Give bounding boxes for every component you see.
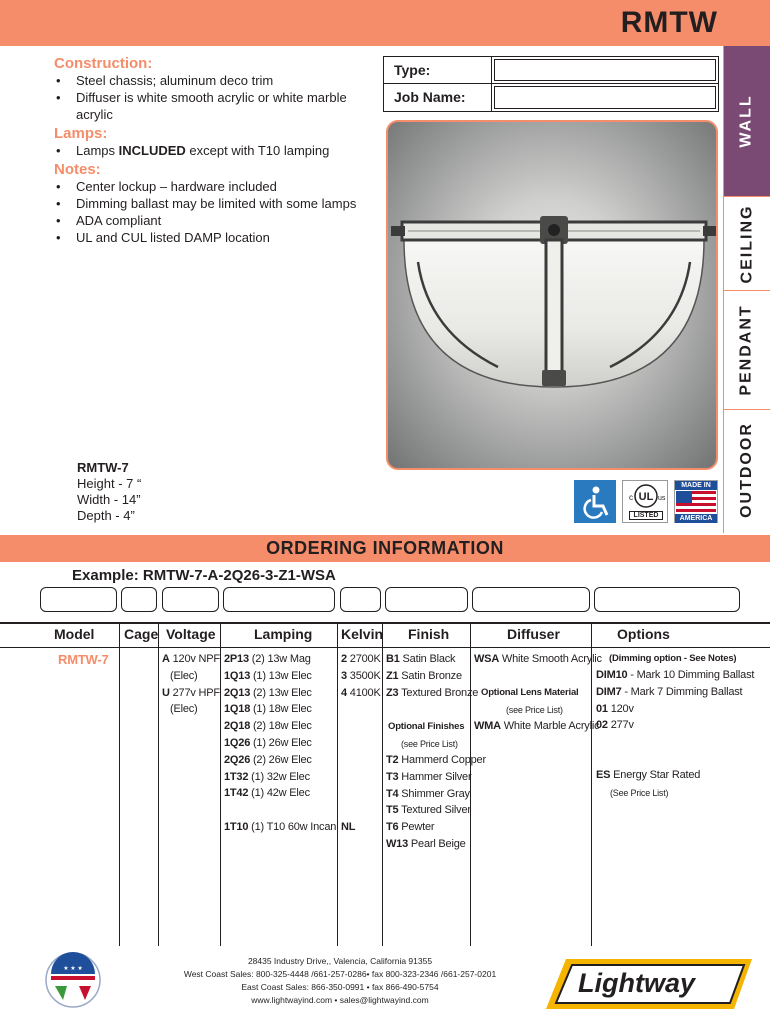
column-divider (158, 622, 159, 946)
lamping-desc: (1) 42w Elec (248, 787, 310, 800)
table-row (224, 718, 336, 735)
finish-optional-list (386, 752, 486, 853)
table-row (162, 685, 220, 702)
type-label: Type: (384, 57, 492, 83)
order-box-lamping[interactable] (223, 587, 335, 612)
table-row (224, 668, 336, 685)
voltage-desc: 120v NPF (169, 653, 220, 665)
lamping-desc: (2) 18w Elec (250, 720, 312, 733)
lamping-code: 2Q13 (224, 686, 251, 699)
order-box-kelvin[interactable] (340, 587, 381, 612)
dimension-depth: Depth - 4” (77, 508, 135, 523)
lamps-text-suffix: except with T10 lamping (185, 143, 330, 158)
tab-outdoor-label: OUTDOOR (738, 422, 755, 518)
kelvin-nl: NL (341, 821, 356, 833)
svg-text:us: us (658, 495, 666, 502)
order-box-cage[interactable] (121, 587, 157, 612)
finish-desc: Pewter (398, 821, 435, 834)
finish-desc: Textured Silver (398, 804, 471, 817)
dimension-height: Height - 7 “ (77, 476, 142, 491)
table-row (596, 717, 754, 734)
us-flag-icon (676, 491, 716, 513)
finish-desc: Satin Bronze (398, 669, 462, 682)
page-title: RMTW (620, 6, 718, 39)
made-in-america-icon (674, 480, 718, 523)
table-row (341, 651, 381, 668)
lamping-desc: (1) 18w Elec (250, 703, 312, 716)
lamps-list (54, 142, 374, 159)
finish-code: T6 (386, 821, 399, 834)
option-desc: 277v (607, 719, 634, 732)
column-header-voltage: Voltage (166, 626, 216, 642)
ordering-example: Example: RMTW-7-A-2Q26-3-Z1-WSA (72, 567, 336, 584)
table-row (386, 786, 486, 803)
dimensions (77, 460, 141, 524)
finish-code: T3 (386, 770, 399, 783)
lamping-code: 1Q18 (224, 703, 251, 716)
svg-text:UL: UL (638, 491, 654, 503)
column-divider (382, 622, 383, 946)
lamping-code: 2Q26 (224, 753, 251, 766)
table-row (162, 701, 220, 718)
voltage-code: A (162, 653, 170, 665)
option-desc: 120v (607, 702, 634, 715)
lightway-logo (538, 955, 760, 1013)
type-field[interactable] (494, 59, 716, 81)
footer-contact (150, 955, 530, 1007)
america-text: AMERICA (675, 514, 717, 523)
list-item: • Center lockup – hardware included (54, 178, 374, 195)
table-row (224, 651, 336, 668)
finish-desc: Shimmer Gray (398, 787, 470, 800)
table-row (596, 667, 754, 684)
construction-heading: Construction: (54, 55, 153, 72)
kelvin-desc: 4100K (346, 686, 381, 699)
kelvin-code: 3 (341, 669, 347, 682)
finish-code: B1 (386, 653, 400, 665)
option-code: 01 (596, 702, 608, 715)
column-header-kelvin: Kelvin (341, 626, 384, 642)
certification-seal-icon (45, 952, 101, 1008)
option-code: 02 (596, 719, 608, 732)
wheelchair-icon (575, 481, 617, 524)
finish-desc: Satin Black (399, 653, 456, 665)
kelvin-desc: 2700K (346, 653, 381, 665)
table-row (386, 651, 478, 668)
footer-web[interactable]: www.lightwayind.com • sales@lightwayind.com (251, 995, 429, 1005)
tab-border (723, 46, 724, 533)
table-row (386, 819, 486, 836)
voltage-list (162, 651, 220, 718)
option-code: ES (596, 769, 611, 781)
table-row (386, 802, 486, 819)
options-header: (Dimming option - See Notes) (609, 653, 737, 664)
column-header-finish: Finish (408, 626, 450, 642)
optional-finishes-label: Optional Finishes (388, 721, 465, 732)
kelvin-list (341, 651, 381, 701)
voltage-code: U (162, 686, 170, 699)
lightway-logo-text: Lightway (578, 968, 696, 998)
kelvin-code: 2 (341, 653, 347, 665)
type-job-box (383, 56, 719, 112)
wall-sconce-image (388, 122, 718, 470)
footer-west-coast: West Coast Sales: 800-325-4448 /661-257-0286• fax 800-323-2346 /661-257-0201 (183, 969, 497, 979)
tab-wall[interactable] (724, 46, 770, 196)
finish-code: Z3 (386, 686, 399, 699)
list-item: • UL and CUL listed DAMP location (54, 229, 374, 246)
table-top-rule (0, 622, 770, 624)
made-in-text: MADE IN (675, 481, 717, 490)
table-row (162, 668, 220, 685)
energy-star-row (596, 767, 700, 784)
lamping-code: 2P13 (224, 653, 249, 665)
ordering-heading: ORDERING INFORMATION (0, 535, 770, 562)
ada-icon (574, 480, 616, 523)
table-row (224, 769, 336, 786)
lamps-text-prefix: Lamps (76, 143, 119, 158)
lamping-desc: (2) 13w Mag (248, 653, 311, 665)
lamping-desc: (1) 32w Elec (248, 770, 310, 783)
construction-list (54, 72, 374, 106)
lamping-code: 1T10 (224, 820, 249, 833)
table-row (224, 819, 336, 836)
finish-desc: Textured Bronze (398, 686, 479, 699)
tab-wall-label: WALL (738, 94, 756, 148)
diffuser-desc: White Marble Acrylic (500, 720, 600, 732)
specs-text (54, 55, 374, 246)
lamping-desc: (2) 26w Elec (250, 753, 312, 766)
option-desc: - Mark 10 Dimming Ballast (627, 669, 755, 681)
tab-outdoor[interactable] (724, 410, 770, 530)
finish-code: T2 (386, 754, 399, 766)
column-header-options: Options (617, 626, 670, 642)
svg-text:★ ★ ★: ★ ★ ★ (63, 966, 83, 972)
construction-continued: acrylic (76, 107, 113, 122)
table-row (224, 752, 336, 769)
column-header-diffuser: Diffuser (507, 626, 560, 642)
options-list (596, 667, 754, 734)
diffuser-desc: White Smooth Acrylic (499, 653, 602, 665)
table-row (341, 685, 381, 702)
table-row (162, 651, 220, 668)
finish-desc: Pearl Beige (408, 837, 466, 850)
lamping-code: 2Q18 (224, 720, 251, 733)
finish-code: T4 (386, 787, 399, 800)
column-header-cage: Cage (124, 626, 159, 642)
list-item: • ADA compliant (54, 212, 374, 229)
footer-east-coast: East Coast Sales: 866-350-0991 • fax 866-490-5754 (241, 982, 439, 992)
table-row (224, 701, 336, 718)
diffuser-row (474, 718, 599, 735)
finish-list (386, 651, 478, 701)
diffuser-code: WSA (474, 653, 500, 665)
model-value: RMTW-7 (58, 652, 109, 667)
order-box-model[interactable] (40, 587, 117, 612)
column-header-model: Model (54, 626, 95, 642)
column-divider (119, 622, 120, 946)
finish-code: Z1 (386, 669, 399, 682)
type-row (384, 57, 718, 84)
option-code: DIM10 (596, 669, 628, 681)
table-row (224, 685, 336, 702)
tab-pendant[interactable] (724, 291, 770, 409)
diffuser-code: WMA (474, 720, 501, 732)
dimension-width: Width - 14” (77, 492, 141, 507)
notes-heading: Notes: (54, 161, 101, 178)
lamping-desc: (1) 26w Elec (250, 736, 312, 749)
column-divider (337, 622, 338, 946)
table-row (341, 668, 381, 685)
finish-code: W13 (386, 837, 409, 850)
voltage-desc: 277v HPF (169, 686, 220, 699)
ul-logo-icon (623, 481, 669, 511)
lamping-code: 1T32 (224, 770, 249, 783)
list-item: • Diffuser is white smooth acrylic or white marble (54, 89, 374, 106)
diffuser-row (474, 651, 602, 668)
tab-ceiling[interactable] (724, 197, 770, 290)
lamps-heading: Lamps: (54, 125, 108, 142)
footer-address: 28435 Industry Drive,, Valencia, California 91355 (247, 956, 433, 966)
column-header-lamping: Lamping (254, 626, 313, 642)
svg-text:c: c (629, 493, 633, 502)
order-box-finish[interactable] (385, 587, 468, 612)
order-box-voltage[interactable] (162, 587, 219, 612)
seal-logo-icon (45, 952, 101, 1008)
lamps-text-bold: INCLUDED (118, 143, 186, 158)
tab-ceiling-label: CEILING (738, 204, 756, 283)
finish-desc: Hammer Silver (398, 770, 472, 783)
list-item (54, 142, 374, 159)
spacer (224, 802, 336, 819)
ul-listed-text: LISTED (629, 511, 663, 520)
see-price-list: (see Price List) (506, 705, 563, 715)
product-photo (386, 120, 718, 470)
table-header-rule (0, 647, 770, 648)
column-divider (220, 622, 221, 946)
lamping-desc: (1) T10 60w Incan (248, 820, 337, 833)
table-row (386, 769, 486, 786)
job-row (384, 84, 718, 111)
table-row (386, 685, 478, 702)
tab-pendant-label: PENDANT (738, 304, 755, 396)
voltage-desc: (Elec) (170, 703, 198, 716)
order-box-options[interactable] (594, 587, 740, 612)
option-code: DIM7 (596, 685, 622, 698)
finish-desc: Hammerd Copper (398, 754, 486, 766)
lamping-desc: (1) 13w Elec (250, 669, 312, 682)
see-price-list: (See Price List) (610, 788, 669, 798)
order-box-diffuser[interactable] (472, 587, 590, 612)
column-divider (591, 622, 592, 946)
table-row (596, 684, 754, 701)
option-desc: Energy Star Rated (610, 769, 701, 781)
job-name-field[interactable] (494, 86, 716, 109)
table-row (386, 836, 486, 853)
notes-list (54, 178, 374, 246)
kelvin-desc: 3500K (346, 669, 381, 682)
finish-code: T5 (386, 804, 399, 817)
lamping-code: 1Q13 (224, 669, 251, 682)
list-item: • Steel chassis; aluminum deco trim (54, 72, 374, 89)
table-row (386, 752, 486, 769)
list-item: • Dimming ballast may be limited with some lamps (54, 195, 374, 212)
table-row (224, 785, 336, 802)
lamping-code: 1Q26 (224, 736, 251, 749)
optional-lens-label: Optional Lens Material (481, 687, 579, 698)
kelvin-code: 4 (341, 686, 347, 699)
lamping-desc: (2) 13w Elec (250, 686, 312, 699)
dimensions-model: RMTW-7 (77, 460, 129, 475)
table-row (596, 701, 754, 718)
job-name-label: Job Name: (384, 84, 492, 111)
voltage-desc: (Elec) (170, 669, 198, 682)
see-price-list: (see Price List) (401, 739, 458, 749)
table-row (386, 668, 478, 685)
table-row (224, 735, 336, 752)
ul-listed-icon (622, 480, 668, 523)
option-desc: - Mark 7 Dimming Ballast (621, 685, 743, 698)
lamping-code: 1T42 (224, 787, 249, 800)
lamping-list (224, 651, 336, 836)
